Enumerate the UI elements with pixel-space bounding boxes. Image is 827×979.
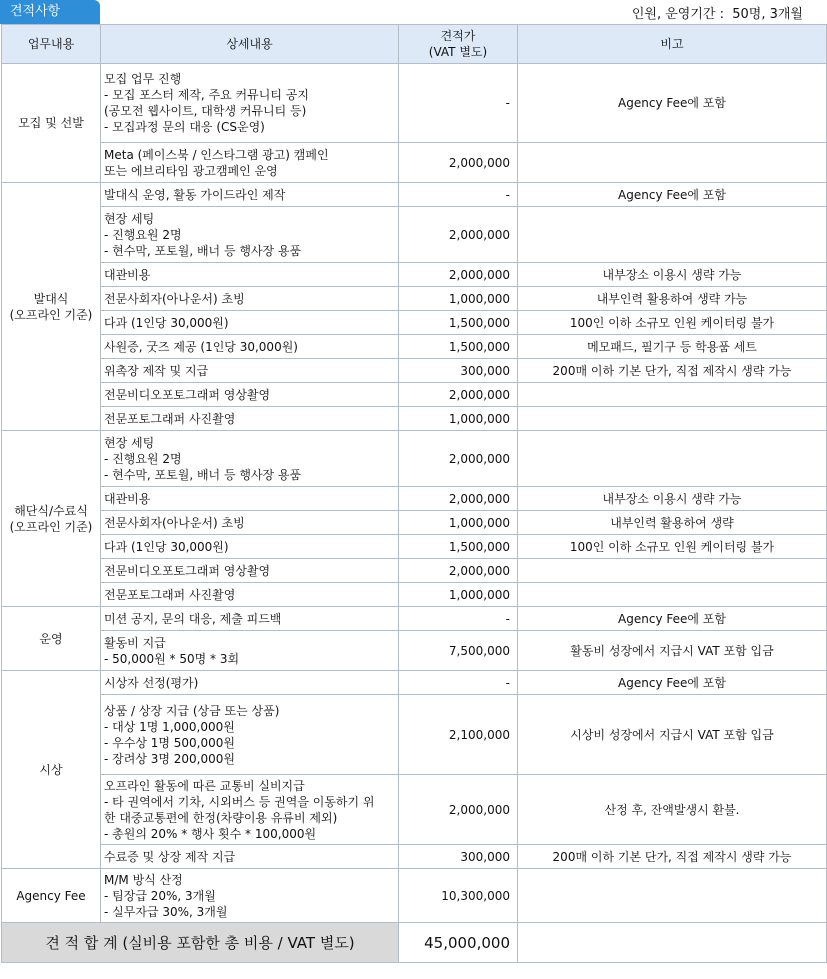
- category-launch: 발대식 (오프라인 기준): [2, 183, 101, 431]
- total-price: 45,000,000: [399, 923, 518, 963]
- price-cell: 1,000,000: [399, 407, 518, 431]
- note-cell: 100인 이하 소규모 인원 케이터링 불가: [518, 311, 827, 335]
- note-cell: [518, 559, 827, 583]
- price-cell: 1,000,000: [399, 583, 518, 607]
- table-row: [2, 559, 827, 583]
- table-row: [2, 407, 827, 431]
- col-header-note: 비고: [518, 25, 827, 64]
- price-cell: 2,100,000: [399, 695, 518, 775]
- table-row: [2, 359, 827, 383]
- price-cell: -: [399, 64, 518, 143]
- detail-cell: 활동비 지급 - 50,000원 * 50명 * 3회: [101, 631, 399, 671]
- price-cell: 2,000,000: [399, 775, 518, 845]
- note-cell: 200매 이하 기본 단가, 직접 제작시 생략 가능: [518, 845, 827, 869]
- table-row: [2, 287, 827, 311]
- headcount-period-info: 인원, 운영기간 : 50명, 3개월: [631, 7, 803, 22]
- col-header-price: 견적가 (VAT 별도): [399, 25, 518, 64]
- table-row: [2, 845, 827, 869]
- category-recruit: 모집 및 선발: [2, 64, 101, 183]
- table-row: [2, 207, 827, 263]
- table-row: [2, 143, 827, 183]
- note-cell: 메모패드, 필기구 등 학용품 세트: [518, 335, 827, 359]
- detail-cell: 전문사회자(아나운서) 초빙: [101, 511, 399, 535]
- detail-cell: 대관비용: [101, 487, 399, 511]
- table-row: [2, 431, 827, 487]
- category-award: 시상: [2, 671, 101, 869]
- detail-cell: 미션 공지, 문의 대응, 제출 피드백: [101, 607, 399, 631]
- table-row: [2, 869, 827, 923]
- table-row: [2, 535, 827, 559]
- total-label: 견 적 합 계 (실비용 포함한 총 비용 / VAT 별도): [2, 923, 399, 963]
- price-cell: 2,000,000: [399, 263, 518, 287]
- detail-cell: 현장 세팅 - 진행요원 2명 - 현수막, 포토월, 배너 등 행사장 용품: [101, 207, 399, 263]
- detail-cell: M/M 방식 산정 - 팀장급 20%, 3개월 - 실무자급 30%, 3개월: [101, 869, 399, 923]
- price-cell: 300,000: [399, 359, 518, 383]
- col-header-work: 업무내용: [2, 25, 101, 64]
- note-cell: Agency Fee에 포함: [518, 607, 827, 631]
- note-cell: Agency Fee에 포함: [518, 183, 827, 207]
- note-cell: 100인 이하 소규모 인원 케이터링 불가: [518, 535, 827, 559]
- note-cell: 활동비 성장에서 지급시 VAT 포함 입금: [518, 631, 827, 671]
- detail-cell: 발대식 운영, 활동 가이드라인 제작: [101, 183, 399, 207]
- table-row: [2, 183, 827, 207]
- note-cell: 산정 후, 잔액발생시 환불.: [518, 775, 827, 845]
- price-cell: 2,000,000: [399, 383, 518, 407]
- table-row: [2, 311, 827, 335]
- total-note: [518, 923, 827, 963]
- price-cell: 2,000,000: [399, 559, 518, 583]
- price-cell: 300,000: [399, 845, 518, 869]
- estimate-table: [1, 24, 827, 963]
- price-cell: 2,000,000: [399, 207, 518, 263]
- table-row: [2, 487, 827, 511]
- detail-cell: 대관비용: [101, 263, 399, 287]
- detail-cell: 전문사회자(아나운서) 초빙: [101, 287, 399, 311]
- note-cell: [518, 207, 827, 263]
- category-closing: 해단식/수료식 (오프라인 기준): [2, 431, 101, 607]
- detail-cell: 상품 / 상장 지급 (상금 또는 상품) - 대상 1명 1,000,000원 - 우수상 1명 500,000원 - 장려상 3명 200,000원: [101, 695, 399, 775]
- note-cell: 내부인력 활용하여 생략 가능: [518, 287, 827, 311]
- detail-cell: 현장 세팅 - 진행요원 2명 - 현수막, 포토월, 배너 등 행사장 용품: [101, 431, 399, 487]
- detail-cell: 시상자 선정(평가): [101, 671, 399, 695]
- detail-cell: 전문비디오포토그래퍼 영상촬영: [101, 383, 399, 407]
- note-cell: [518, 583, 827, 607]
- table-row: [2, 583, 827, 607]
- price-cell: -: [399, 183, 518, 207]
- price-cell: 2,000,000: [399, 143, 518, 183]
- note-cell: [518, 143, 827, 183]
- table-row: [2, 64, 827, 143]
- table-row: [2, 671, 827, 695]
- col-header-detail: 상세내용: [101, 25, 399, 64]
- price-cell: 2,000,000: [399, 487, 518, 511]
- note-cell: [518, 383, 827, 407]
- table-row: [2, 607, 827, 631]
- price-cell: 2,000,000: [399, 431, 518, 487]
- detail-cell: 다과 (1인당 30,000원): [101, 311, 399, 335]
- note-cell: Agency Fee에 포함: [518, 671, 827, 695]
- note-cell: [518, 869, 827, 923]
- table-row: [2, 511, 827, 535]
- note-cell: 시상비 성장에서 지급시 VAT 포함 입금: [518, 695, 827, 775]
- price-cell: -: [399, 671, 518, 695]
- table-header-row: [2, 25, 827, 64]
- detail-cell: Meta (페이스북 / 인스타그램 광고) 캠페인 또는 에브리타임 광고캠페인 운영: [101, 143, 399, 183]
- table-row: [2, 775, 827, 845]
- note-cell: [518, 407, 827, 431]
- estimate-tab[interactable]: 견적사항: [0, 0, 100, 24]
- category-agency: Agency Fee: [2, 869, 101, 923]
- table-row: [2, 383, 827, 407]
- top-bar: [0, 0, 827, 24]
- detail-cell: 전문포토그래퍼 사진촬영: [101, 583, 399, 607]
- table-row: [2, 631, 827, 671]
- note-cell: 내부장소 이용시 생략 가능: [518, 263, 827, 287]
- table-row: [2, 335, 827, 359]
- detail-cell: 사원증, 굿즈 제공 (1인당 30,000원): [101, 335, 399, 359]
- total-row: [2, 923, 827, 963]
- note-cell: 내부장소 이용시 생략 가능: [518, 487, 827, 511]
- price-cell: 1,500,000: [399, 335, 518, 359]
- table-row: [2, 263, 827, 287]
- price-cell: 1,500,000: [399, 535, 518, 559]
- note-cell: 내부인력 활용하여 생략: [518, 511, 827, 535]
- price-cell: 1,500,000: [399, 311, 518, 335]
- detail-cell: 다과 (1인당 30,000원): [101, 535, 399, 559]
- category-ops: 운영: [2, 607, 101, 671]
- price-cell: 1,000,000: [399, 287, 518, 311]
- detail-cell: 전문포토그래퍼 사진촬영: [101, 407, 399, 431]
- detail-cell: 전문비디오포토그래퍼 영상촬영: [101, 559, 399, 583]
- note-cell: Agency Fee에 포함: [518, 64, 827, 143]
- price-cell: 1,000,000: [399, 511, 518, 535]
- price-cell: -: [399, 607, 518, 631]
- detail-cell: 위촉장 제작 및 지급: [101, 359, 399, 383]
- note-cell: [518, 431, 827, 487]
- note-cell: 200매 이하 기본 단가, 직접 제작시 생략 가능: [518, 359, 827, 383]
- price-cell: 10,300,000: [399, 869, 518, 923]
- detail-cell: 수료증 및 상장 제작 지급: [101, 845, 399, 869]
- detail-cell: 오프라인 활동에 따른 교통비 실비지급 - 타 권역에서 기차, 시외버스 등 권역을 이동하기 위 한 대중교통편에 한정(차량이용 유류비 제외) - 총원의 20% * 행사 횟수 * 100,000원: [101, 775, 399, 845]
- price-cell: 7,500,000: [399, 631, 518, 671]
- detail-cell: 모집 업무 진행 - 모집 포스터 제작, 주요 커뮤니티 공지 (공모전 웹사이트, 대학생 커뮤니티 등) - 모집과정 문의 대응 (CS운영): [101, 64, 399, 143]
- table-row: [2, 695, 827, 775]
